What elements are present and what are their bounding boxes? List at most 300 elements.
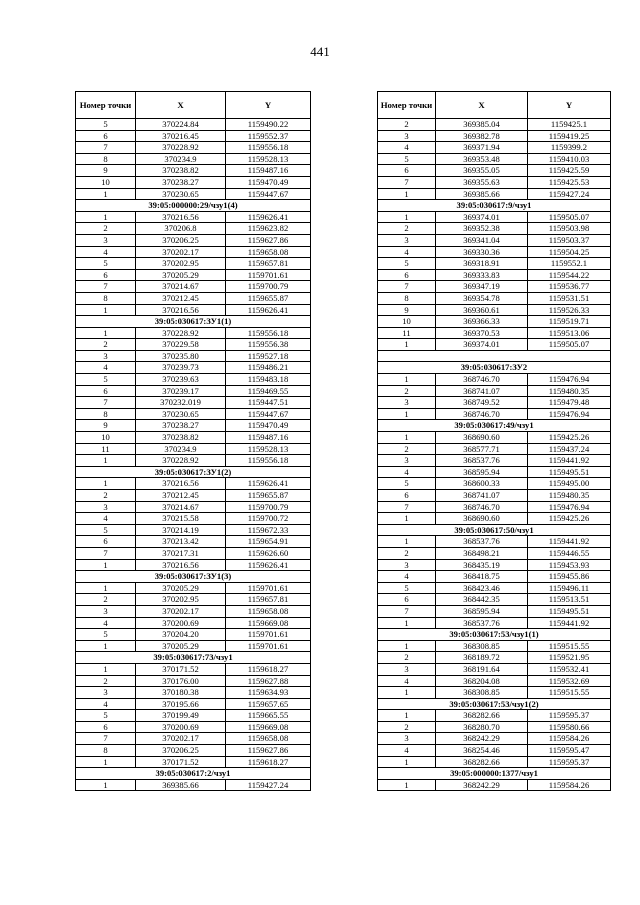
x-coordinate: 370235.80 — [136, 350, 226, 362]
table-row — [378, 721, 611, 733]
point-number: 4 — [76, 362, 136, 374]
y-coordinate: 1159425.59 — [528, 165, 611, 177]
y-coordinate: 1159515.55 — [528, 640, 611, 652]
table-row — [378, 292, 611, 304]
x-coordinate: 368498.21 — [436, 547, 528, 559]
y-coordinate: 1159626.60 — [226, 547, 311, 559]
y-coordinate: 1159544.22 — [528, 269, 611, 281]
point-number: 6 — [378, 165, 436, 177]
x-coordinate: 370234.9 — [136, 153, 226, 165]
point-number: 6 — [378, 594, 436, 606]
x-coordinate: 368746.70 — [436, 408, 528, 420]
point-number: 4 — [378, 571, 436, 583]
table-row — [76, 594, 311, 606]
y-coordinate: 1159657.65 — [226, 698, 311, 710]
table-row — [378, 397, 611, 409]
point-number: 5 — [378, 582, 436, 594]
y-coordinate: 1159455.86 — [528, 571, 611, 583]
point-number: 1 — [378, 188, 436, 200]
table-row — [378, 640, 611, 652]
table-row — [76, 501, 311, 513]
point-number: 1 — [378, 687, 436, 699]
table-row — [378, 536, 611, 548]
point-number: 8 — [76, 745, 136, 757]
table-row — [76, 327, 311, 339]
point-number: 2 — [378, 119, 436, 131]
x-coordinate: 369355.63 — [436, 176, 528, 188]
x-coordinate: 369374.01 — [436, 211, 528, 223]
y-coordinate: 1159532.41 — [528, 663, 611, 675]
table-row — [76, 513, 311, 525]
table-row — [76, 756, 311, 768]
x-coordinate: 369385.66 — [436, 188, 528, 200]
table-row — [76, 350, 311, 362]
y-coordinate: 1159658.08 — [226, 733, 311, 745]
y-coordinate: 1159513.06 — [528, 327, 611, 339]
x-coordinate: 370228.92 — [136, 327, 226, 339]
point-number: 6 — [76, 536, 136, 548]
y-coordinate: 1159447.51 — [226, 397, 311, 409]
x-coordinate: 370230.65 — [136, 408, 226, 420]
table-row — [76, 258, 311, 270]
x-coordinate: 370228.92 — [136, 142, 226, 154]
point-number: 7 — [378, 501, 436, 513]
y-coordinate: 1159427.24 — [528, 188, 611, 200]
x-coordinate: 370202.17 — [136, 246, 226, 258]
table-row — [76, 234, 311, 246]
y-coordinate: 1159528.13 — [226, 443, 311, 455]
point-number: 1 — [76, 559, 136, 571]
x-coordinate: 369360.61 — [436, 304, 528, 316]
x-coordinate: 370239.73 — [136, 362, 226, 374]
y-coordinate: 1159469.55 — [226, 385, 311, 397]
table-row — [378, 663, 611, 675]
x-coordinate: 370213.42 — [136, 536, 226, 548]
x-coordinate: 370216.56 — [136, 559, 226, 571]
point-number: 3 — [378, 397, 436, 409]
table-row — [76, 223, 311, 235]
point-number: 5 — [76, 524, 136, 536]
point-number: 6 — [378, 269, 436, 281]
x-coordinate: 369354.78 — [436, 292, 528, 304]
table-row — [76, 119, 311, 131]
table-row — [76, 524, 311, 536]
table-row — [76, 710, 311, 722]
point-number: 2 — [378, 223, 436, 235]
point-number: 1 — [76, 455, 136, 467]
x-coordinate: 370206.8 — [136, 223, 226, 235]
y-coordinate: 1159626.41 — [226, 478, 311, 490]
point-number: 2 — [76, 339, 136, 351]
x-coordinate: 370216.56 — [136, 478, 226, 490]
y-coordinate: 1159700.72 — [226, 513, 311, 525]
table-row — [378, 432, 611, 444]
point-number: 4 — [76, 698, 136, 710]
point-number: 2 — [378, 652, 436, 664]
x-coordinate: 370232.019 — [136, 397, 226, 409]
y-coordinate: 1159701.61 — [226, 640, 311, 652]
y-coordinate: 1159504.25 — [528, 246, 611, 258]
table-row — [76, 721, 311, 733]
x-coordinate: 368577.71 — [436, 443, 528, 455]
x-coordinate: 368280.70 — [436, 721, 528, 733]
point-number: 3 — [76, 234, 136, 246]
x-coordinate: 368690.60 — [436, 513, 528, 525]
x-coordinate: 370214.19 — [136, 524, 226, 536]
y-coordinate: 1159427.24 — [226, 779, 311, 791]
y-coordinate: 1159556.18 — [226, 455, 311, 467]
table-row — [76, 362, 311, 374]
table-row — [378, 501, 611, 513]
table-row — [76, 455, 311, 467]
section-title-row — [378, 629, 611, 641]
table-row — [76, 547, 311, 559]
y-coordinate: 1159528.13 — [226, 153, 311, 165]
section-title-row — [378, 200, 611, 212]
x-coordinate: 370204.20 — [136, 629, 226, 641]
section-title: 39:05:030617:53/чзу1(2) — [378, 698, 611, 710]
x-coordinate: 369385.66 — [136, 779, 226, 791]
table-row — [76, 559, 311, 571]
x-coordinate: 368595.94 — [436, 605, 528, 617]
point-number: 7 — [76, 142, 136, 154]
y-coordinate: 1159618.27 — [226, 756, 311, 768]
point-number: 1 — [76, 779, 136, 791]
table-row — [378, 304, 611, 316]
table-row — [378, 779, 611, 791]
y-coordinate: 1159657.81 — [226, 594, 311, 606]
point-number: 4 — [378, 745, 436, 757]
section-title-row — [378, 420, 611, 432]
table-row — [76, 385, 311, 397]
x-coordinate: 370176.00 — [136, 675, 226, 687]
x-coordinate: 370214.67 — [136, 281, 226, 293]
point-number: 7 — [378, 281, 436, 293]
section-title-row — [76, 466, 311, 478]
table-row — [76, 663, 311, 675]
y-coordinate: 1159470.49 — [226, 176, 311, 188]
x-coordinate: 369352.38 — [436, 223, 528, 235]
y-coordinate: 1159410.03 — [528, 153, 611, 165]
point-number: 4 — [76, 617, 136, 629]
point-number: 1 — [378, 432, 436, 444]
table-row — [378, 234, 611, 246]
y-coordinate: 1159515.55 — [528, 687, 611, 699]
point-number: 5 — [76, 258, 136, 270]
point-number: 1 — [378, 640, 436, 652]
y-coordinate: 1159495.51 — [528, 466, 611, 478]
point-number: 1 — [76, 640, 136, 652]
y-coordinate: 1159486.21 — [226, 362, 311, 374]
point-number: 3 — [76, 605, 136, 617]
x-coordinate: 369347.19 — [436, 281, 528, 293]
table-row — [378, 153, 611, 165]
table-row — [378, 223, 611, 235]
y-coordinate: 1159595.37 — [528, 756, 611, 768]
section-title-row — [378, 698, 611, 710]
table-row — [378, 119, 611, 131]
x-coordinate: 368242.29 — [436, 733, 528, 745]
y-coordinate: 1159556.18 — [226, 327, 311, 339]
y-coordinate: 1159437.24 — [528, 443, 611, 455]
header-y: Y — [528, 92, 611, 119]
point-number: 4 — [378, 246, 436, 258]
y-coordinate: 1159701.61 — [226, 582, 311, 594]
y-coordinate: 1159532.69 — [528, 675, 611, 687]
y-coordinate: 1159595.47 — [528, 745, 611, 757]
y-coordinate: 1159536.77 — [528, 281, 611, 293]
table-row — [378, 408, 611, 420]
x-coordinate: 368423.46 — [436, 582, 528, 594]
point-number: 1 — [76, 663, 136, 675]
x-coordinate: 370216.45 — [136, 130, 226, 142]
x-coordinate: 370200.69 — [136, 721, 226, 733]
table-row — [76, 176, 311, 188]
x-coordinate: 368600.33 — [436, 478, 528, 490]
x-coordinate: 369333.83 — [436, 269, 528, 281]
y-coordinate: 1159505.07 — [528, 211, 611, 223]
y-coordinate: 1159701.61 — [226, 269, 311, 281]
table-row — [378, 339, 611, 351]
point-number: 1 — [378, 513, 436, 525]
y-coordinate: 1159623.82 — [226, 223, 311, 235]
point-number: 7 — [76, 547, 136, 559]
x-coordinate: 369330.36 — [436, 246, 528, 258]
y-coordinate: 1159513.51 — [528, 594, 611, 606]
table-row — [76, 408, 311, 420]
y-coordinate: 1159446.55 — [528, 547, 611, 559]
x-coordinate: 370215.58 — [136, 513, 226, 525]
table-row — [378, 142, 611, 154]
point-number: 1 — [76, 756, 136, 768]
table-row — [76, 420, 311, 432]
point-number: 8 — [76, 408, 136, 420]
point-number: 3 — [378, 234, 436, 246]
section-title-row — [76, 316, 311, 328]
x-coordinate: 370216.56 — [136, 211, 226, 223]
x-coordinate: 369374.01 — [436, 339, 528, 351]
x-coordinate: 370238.27 — [136, 176, 226, 188]
table-row — [378, 246, 611, 258]
point-number: 6 — [378, 490, 436, 502]
point-number: 8 — [378, 292, 436, 304]
point-number: 3 — [76, 350, 136, 362]
y-coordinate: 1159487.16 — [226, 165, 311, 177]
x-coordinate: 368282.66 — [436, 710, 528, 722]
table-row — [378, 652, 611, 664]
x-coordinate: 370214.67 — [136, 501, 226, 513]
point-number: 3 — [378, 663, 436, 675]
x-coordinate: 370212.45 — [136, 292, 226, 304]
point-number: 7 — [378, 605, 436, 617]
x-coordinate: 370202.95 — [136, 594, 226, 606]
y-coordinate: 1159626.41 — [226, 559, 311, 571]
table-row — [378, 478, 611, 490]
y-coordinate: 1159483.18 — [226, 374, 311, 386]
point-number: 2 — [378, 443, 436, 455]
point-number: 1 — [76, 304, 136, 316]
table-row — [378, 547, 611, 559]
y-coordinate: 1159669.08 — [226, 617, 311, 629]
x-coordinate: 368308.85 — [436, 640, 528, 652]
x-coordinate: 370239.17 — [136, 385, 226, 397]
table-row — [76, 130, 311, 142]
table-row — [378, 455, 611, 467]
x-coordinate: 369385.04 — [436, 119, 528, 131]
x-coordinate: 369382.78 — [436, 130, 528, 142]
x-coordinate: 370171.52 — [136, 756, 226, 768]
x-coordinate: 368254.46 — [436, 745, 528, 757]
y-coordinate: 1159495.00 — [528, 478, 611, 490]
y-coordinate: 1159527.18 — [226, 350, 311, 362]
table-row — [76, 443, 311, 455]
x-coordinate: 368595.94 — [436, 466, 528, 478]
y-coordinate: 1159425.53 — [528, 176, 611, 188]
table-row — [76, 292, 311, 304]
x-coordinate: 368242.29 — [436, 779, 528, 791]
table-row — [76, 142, 311, 154]
point-number: 1 — [378, 536, 436, 548]
y-coordinate: 1159519.71 — [528, 316, 611, 328]
section-title-row — [378, 362, 611, 374]
table-row — [76, 478, 311, 490]
point-number: 3 — [378, 559, 436, 571]
point-number: 2 — [76, 490, 136, 502]
point-number: 11 — [378, 327, 436, 339]
point-number: 2 — [378, 547, 436, 559]
y-coordinate: 1159487.16 — [226, 432, 311, 444]
point-number: 1 — [378, 617, 436, 629]
y-coordinate: 1159425.26 — [528, 513, 611, 525]
y-coordinate: 1159627.88 — [226, 675, 311, 687]
section-title-row — [76, 652, 311, 664]
table-row — [378, 281, 611, 293]
point-number: 9 — [76, 420, 136, 432]
point-number: 1 — [76, 327, 136, 339]
table-row — [378, 188, 611, 200]
x-coordinate: 370212.45 — [136, 490, 226, 502]
x-coordinate: 370195.66 — [136, 698, 226, 710]
table-row — [378, 466, 611, 478]
table-row — [378, 617, 611, 629]
table-row — [378, 710, 611, 722]
x-coordinate: 370206.25 — [136, 234, 226, 246]
table-row — [378, 594, 611, 606]
x-coordinate: 370205.29 — [136, 582, 226, 594]
table-row — [76, 153, 311, 165]
x-coordinate: 370229.58 — [136, 339, 226, 351]
point-number: 5 — [76, 119, 136, 131]
x-coordinate: 368418.75 — [436, 571, 528, 583]
y-coordinate: 1159584.26 — [528, 733, 611, 745]
table-row — [378, 316, 611, 328]
point-number: 4 — [76, 246, 136, 258]
y-coordinate: 1159476.94 — [528, 501, 611, 513]
point-number: 2 — [76, 594, 136, 606]
y-coordinate: 1159399.2 — [528, 142, 611, 154]
table-row — [76, 246, 311, 258]
point-number: 4 — [378, 675, 436, 687]
x-coordinate: 368746.70 — [436, 501, 528, 513]
x-coordinate: 370216.56 — [136, 304, 226, 316]
y-coordinate: 1159552.1 — [528, 258, 611, 270]
table-row — [76, 698, 311, 710]
x-coordinate: 368749.52 — [436, 397, 528, 409]
section-title: 39:05:030617:ЗУ2 — [378, 362, 611, 374]
x-coordinate: 368308.85 — [436, 687, 528, 699]
table-row — [378, 675, 611, 687]
x-coordinate: 369366.33 — [436, 316, 528, 328]
y-coordinate: 1159425.26 — [528, 432, 611, 444]
section-title-row — [378, 768, 611, 780]
y-coordinate: 1159453.93 — [528, 559, 611, 571]
y-coordinate: 1159556.18 — [226, 142, 311, 154]
point-number: 3 — [76, 501, 136, 513]
y-coordinate: 1159700.79 — [226, 281, 311, 293]
x-coordinate: 370200.69 — [136, 617, 226, 629]
point-number: 2 — [76, 223, 136, 235]
y-coordinate: 1159552.37 — [226, 130, 311, 142]
table-row — [378, 571, 611, 583]
table-row — [378, 745, 611, 757]
x-coordinate: 369370.53 — [436, 327, 528, 339]
x-coordinate: 370202.17 — [136, 605, 226, 617]
table-row — [76, 605, 311, 617]
point-number: 5 — [76, 710, 136, 722]
table-row — [76, 304, 311, 316]
y-coordinate: 1159669.08 — [226, 721, 311, 733]
point-number: 1 — [378, 779, 436, 791]
header-x: X — [436, 92, 528, 119]
table-row — [76, 629, 311, 641]
table-row — [76, 675, 311, 687]
x-coordinate: 370228.92 — [136, 455, 226, 467]
table-row — [76, 490, 311, 502]
point-number: 5 — [76, 629, 136, 641]
point-number: 10 — [76, 432, 136, 444]
point-number: 8 — [76, 292, 136, 304]
y-coordinate: 1159480.35 — [528, 385, 611, 397]
y-coordinate: 1159503.37 — [528, 234, 611, 246]
point-number: 4 — [378, 466, 436, 478]
table-row — [378, 165, 611, 177]
x-coordinate: 368746.70 — [436, 374, 528, 386]
point-number: 6 — [76, 385, 136, 397]
y-coordinate: 1159627.86 — [226, 745, 311, 757]
point-number: 1 — [378, 211, 436, 223]
y-coordinate: 1159584.26 — [528, 779, 611, 791]
table-row — [76, 339, 311, 351]
x-coordinate: 369341.04 — [436, 234, 528, 246]
x-coordinate: 368189.72 — [436, 652, 528, 664]
table-row — [76, 617, 311, 629]
x-coordinate: 369355.05 — [436, 165, 528, 177]
point-number: 1 — [76, 211, 136, 223]
x-coordinate: 370205.29 — [136, 640, 226, 652]
x-coordinate: 368537.76 — [436, 617, 528, 629]
point-number: 1 — [76, 478, 136, 490]
header-point-number: Номер точки — [76, 92, 136, 119]
x-coordinate: 370202.95 — [136, 258, 226, 270]
table-row — [378, 756, 611, 768]
table-row — [378, 559, 611, 571]
table-row — [76, 779, 311, 791]
point-number: 7 — [76, 733, 136, 745]
section-title: 39:05:000000:1377/чзу1 — [378, 768, 611, 780]
y-coordinate: 1159580.66 — [528, 721, 611, 733]
header-y: Y — [226, 92, 311, 119]
y-coordinate: 1159441.92 — [528, 455, 611, 467]
